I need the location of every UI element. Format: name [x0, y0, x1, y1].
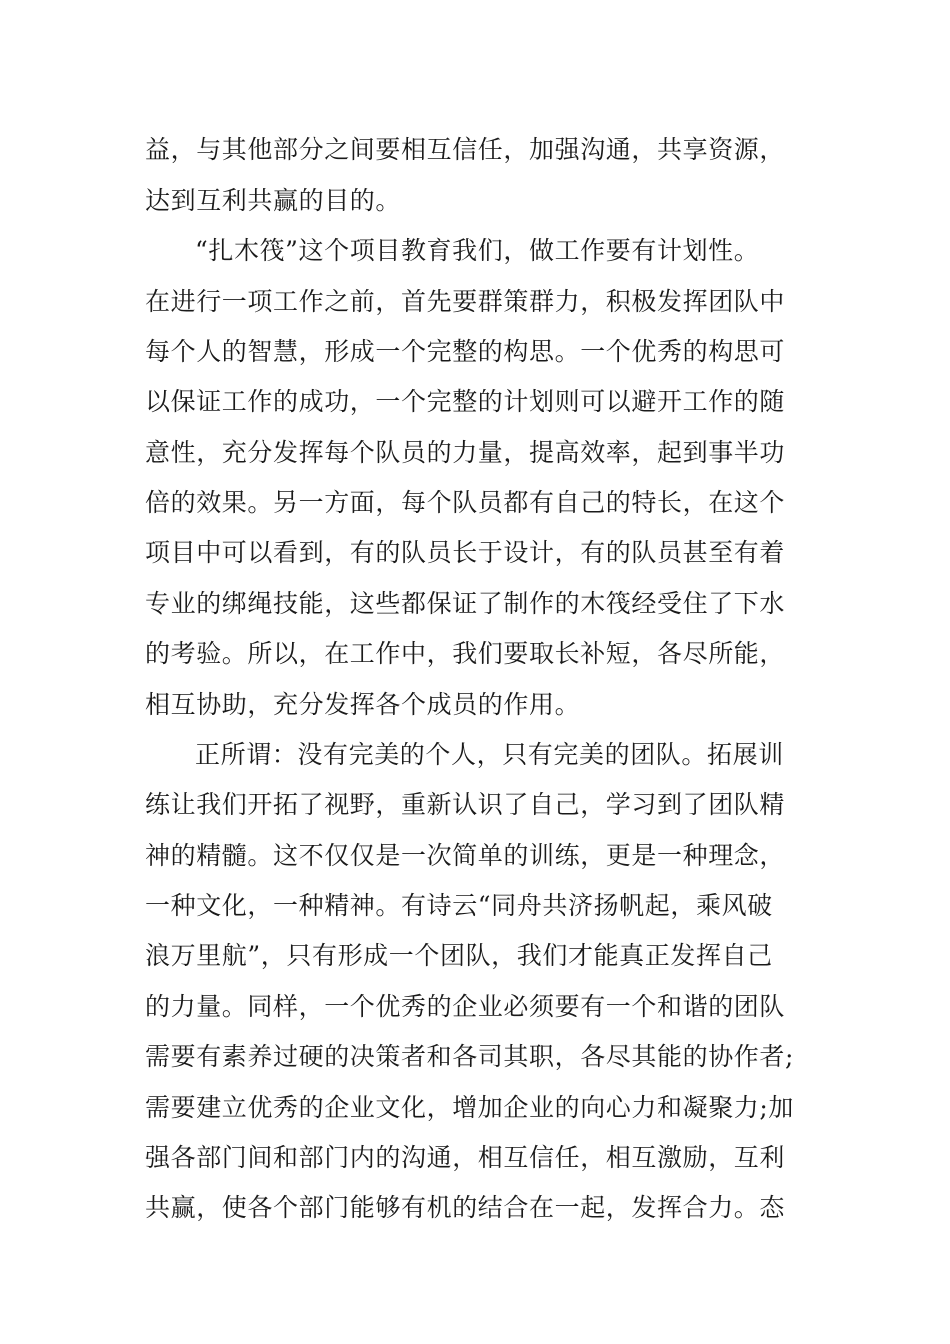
text-line: 需要建立优秀的企业文化，增加企业的向心力和凝聚力;加 — [145, 1093, 795, 1122]
text-line: 浪万里航”，只有形成一个团队，我们才能真正发挥自己 — [145, 941, 773, 970]
text-line: 需要有素养过硬的决策者和各司其职，各尽其能的协作者; — [145, 1042, 795, 1071]
text-line: 相互协助，充分发挥各个成员的作用。 — [145, 690, 581, 719]
text-line: 的考验。所以，在工作中，我们要取长补短，各尽所能， — [145, 639, 786, 668]
text-line: 以保证工作的成功，一个完整的计划则可以避开工作的随 — [145, 387, 786, 416]
text-line: 在进行一项工作之前，首先要群策群力，积极发挥团队中 — [145, 287, 786, 316]
text-line: 一种文化，一种精神。有诗云“同舟共济扬帆起，乘风破 — [145, 891, 773, 920]
paragraph-start-line: “扎木筏”这个项目教育我们，做工作要有计划性。 — [195, 236, 760, 265]
text-line: 强各部门间和部门内的沟通，相互信任，相互激励，互利 — [145, 1143, 786, 1172]
text-line: 意性，充分发挥每个队员的力量，提高效率，起到事半功 — [145, 438, 786, 467]
text-line: 专业的绑绳技能，这些都保证了制作的木筏经受住了下水 — [145, 589, 786, 618]
paragraph-start-line: 正所谓：没有完美的个人，只有完美的团队。拓展训 — [195, 740, 784, 769]
text-line: 的力量。同样，一个优秀的企业必须要有一个和谐的团队 — [145, 992, 786, 1021]
text-line: 倍的效果。另一方面，每个队员都有自己的特长，在这个 — [145, 488, 786, 517]
text-line: 项目中可以看到，有的队员长于设计，有的队员甚至有着 — [145, 538, 786, 567]
text-line: 神的精髓。这不仅仅是一次简单的训练，更是一种理念， — [145, 841, 786, 870]
text-line: 每个人的智慧，形成一个完整的构思。一个优秀的构思可 — [145, 337, 786, 366]
text-line: 练让我们开拓了视野，重新认识了自己，学习到了团队精 — [145, 790, 786, 819]
text-line: 益，与其他部分之间要相互信任，加强沟通，共享资源， — [145, 135, 786, 164]
text-line: 达到互利共赢的目的。 — [145, 186, 402, 215]
text-line: 共赢，使各个部门能够有机的结合在一起，发挥合力。态 — [145, 1193, 786, 1222]
